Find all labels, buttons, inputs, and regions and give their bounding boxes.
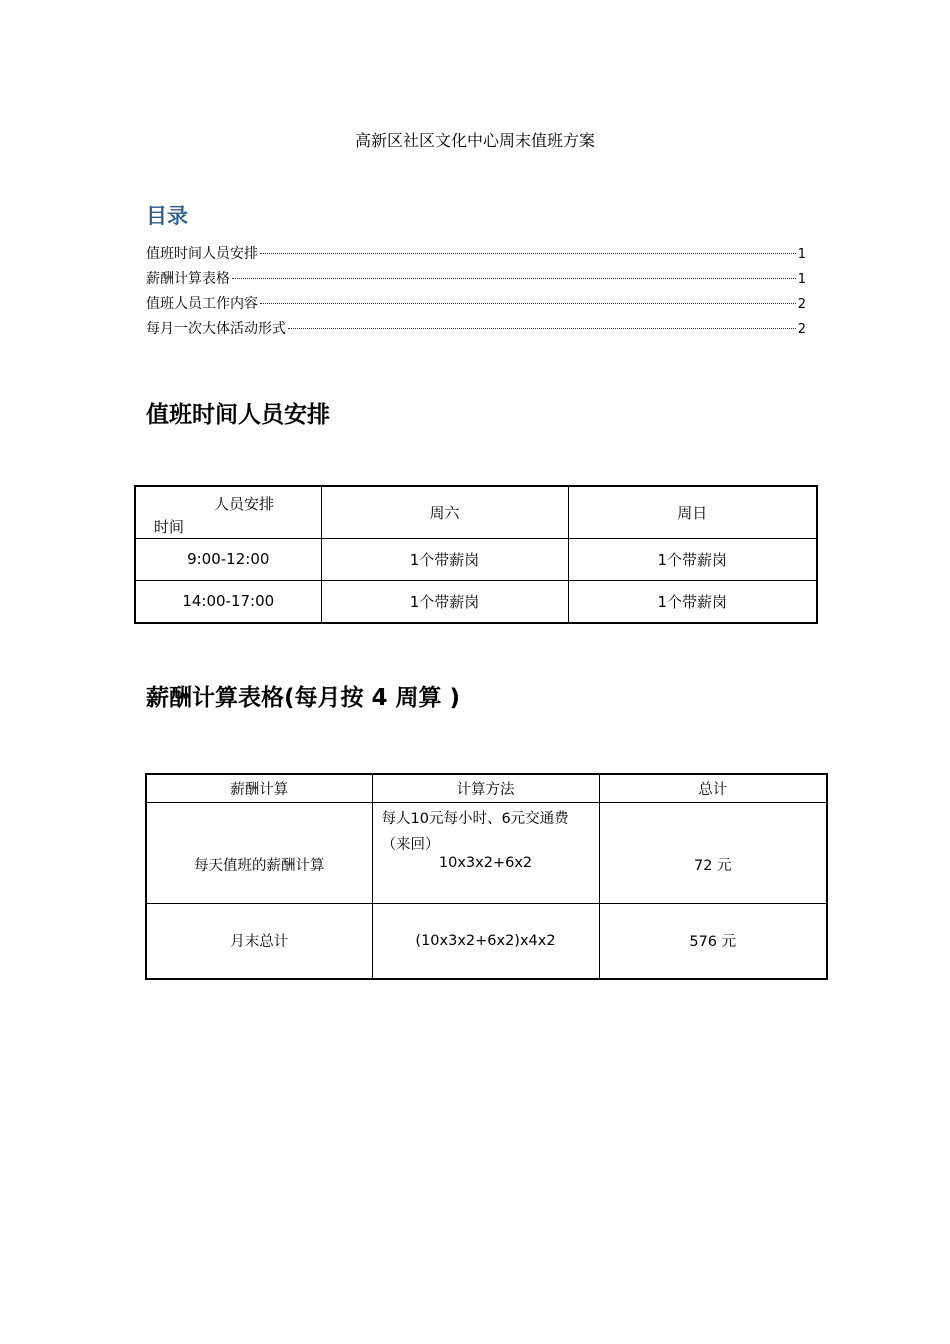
toc-leader-dots — [260, 303, 796, 304]
table-header-row — [146, 774, 827, 803]
toc-leader-dots — [260, 253, 796, 254]
table-corner-cell — [135, 486, 321, 538]
toc-entry-text: 值班人员工作内容 — [146, 297, 258, 312]
sunday-cell: 1个带薪岗 — [568, 580, 817, 623]
toc-entry-text: 值班时间人员安排 — [146, 247, 258, 262]
toc-entry-page: 1 — [797, 247, 806, 262]
column-header-sunday: 周日 — [568, 486, 817, 538]
section-heading-salary: 薪酬计算表格(每月按 4 周算 ) — [146, 685, 461, 711]
toc-entry-page: 1 — [797, 272, 806, 287]
toc-heading: 目录 — [146, 204, 188, 228]
toc-leader-dots — [288, 328, 796, 329]
toc-entry[interactable] — [146, 243, 806, 268]
method-formula: (10x3x2+6x2)x4x2 — [372, 904, 599, 979]
toc-entry-text: 每月一次大体活动形式 — [146, 322, 286, 337]
column-header: 总计 — [599, 774, 827, 803]
toc-entry[interactable] — [146, 318, 806, 343]
row-label: 每天值班的薪酬计算 — [146, 803, 372, 904]
toc-leader-dots — [232, 278, 796, 279]
table-row — [135, 538, 817, 580]
document-title: 高新区社区文化中心周末值班方案 — [354, 133, 595, 150]
table-row — [146, 803, 827, 904]
time-cell: 9:00-12:00 — [135, 538, 321, 580]
total-cell: 576 元 — [599, 904, 827, 979]
sunday-cell: 1个带薪岗 — [568, 538, 817, 580]
toc-entry[interactable] — [146, 293, 806, 318]
row-label: 月末总计 — [146, 904, 372, 979]
method-text: 每人10元每小时、6元交通费（来回） — [381, 811, 569, 853]
toc-entry[interactable] — [146, 268, 806, 293]
total-cell: 72 元 — [599, 803, 827, 904]
table-of-contents — [146, 243, 806, 343]
method-formula: 10x3x2+6x2 — [438, 855, 533, 871]
method-cell — [372, 803, 599, 904]
column-header-saturday: 周六 — [321, 486, 568, 538]
salary-table — [145, 773, 828, 980]
section-heading-schedule: 值班时间人员安排 — [146, 402, 330, 428]
saturday-cell: 1个带薪岗 — [321, 538, 568, 580]
corner-header-bottom: 时间 — [154, 518, 185, 536]
time-cell: 14:00-17:00 — [135, 580, 321, 623]
table-row — [146, 904, 827, 979]
saturday-cell: 1个带薪岗 — [321, 580, 568, 623]
corner-header-top: 人员安排 — [214, 495, 275, 513]
column-header: 薪酬计算 — [146, 774, 372, 803]
toc-entry-page: 2 — [797, 322, 806, 337]
toc-entry-text: 薪酬计算表格 — [146, 272, 230, 287]
table-row — [135, 580, 817, 623]
toc-entry-page: 2 — [797, 297, 806, 312]
schedule-table — [134, 485, 818, 624]
column-header: 计算方法 — [372, 774, 599, 803]
